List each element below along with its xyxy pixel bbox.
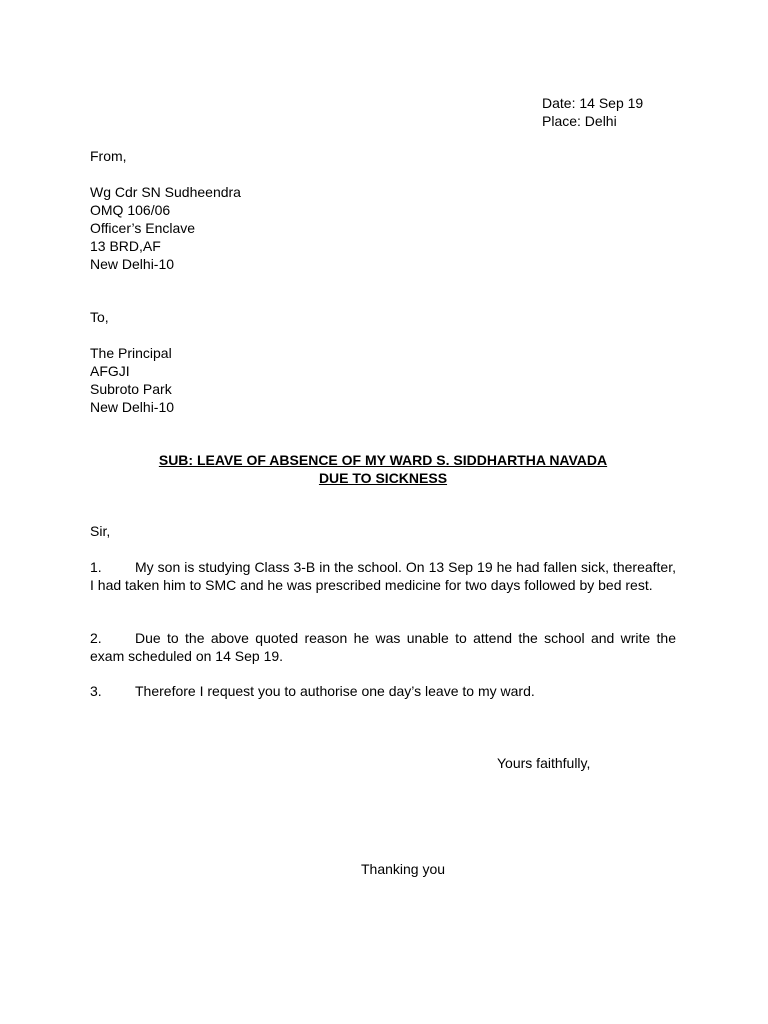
paragraph-2-text: Due to the above quoted reason he was unable to attend the school and write the exam scheduled on 14 Sep 19. [90, 630, 676, 664]
to-line-area: Subroto Park [90, 381, 172, 397]
paragraph-1 [90, 558, 676, 594]
subject-line-1: SUB: LEAVE OF ABSENCE OF MY WARD S. SIDDHARTHA NAVADA [158, 452, 608, 468]
salutation: Sir, [90, 523, 111, 539]
paragraph-3-text: Therefore I request you to authorise one day’s leave to my ward. [135, 683, 535, 699]
letter-date: Date: 14 Sep 19 [542, 95, 644, 111]
letter-place: Place: Delhi [542, 113, 617, 129]
from-line-enclave: Officer’s Enclave [90, 220, 196, 236]
closing: Yours faithfully, [497, 755, 591, 771]
to-label: To, [90, 309, 109, 325]
from-line-quarter: OMQ 106/06 [90, 202, 171, 218]
to-line-school: AFGJI [90, 363, 130, 379]
paragraph-3 [90, 682, 676, 700]
to-line-title: The Principal [90, 345, 172, 361]
thanks: Thanking you [361, 861, 446, 877]
paragraph-2-number: 2. [90, 630, 102, 646]
from-line-unit: 13 BRD,AF [90, 238, 161, 254]
subject-line-2: DUE TO SICKNESS [318, 470, 448, 486]
paragraph-3-number: 3. [90, 683, 102, 699]
paragraph-2 [90, 629, 676, 665]
from-line-name: Wg Cdr SN Sudheendra [90, 184, 241, 200]
to-line-city: New Delhi-10 [90, 399, 175, 415]
paragraph-1-text: My son is studying Class 3-B in the school. On 13 Sep 19 he had fallen sick, thereafter, I had taken him to SMC and he was prescribed medicine for two days followed by bed rest. [90, 559, 676, 593]
from-line-city: New Delhi-10 [90, 256, 175, 272]
paragraph-1-number: 1. [90, 559, 102, 575]
from-label: From, [90, 148, 127, 164]
